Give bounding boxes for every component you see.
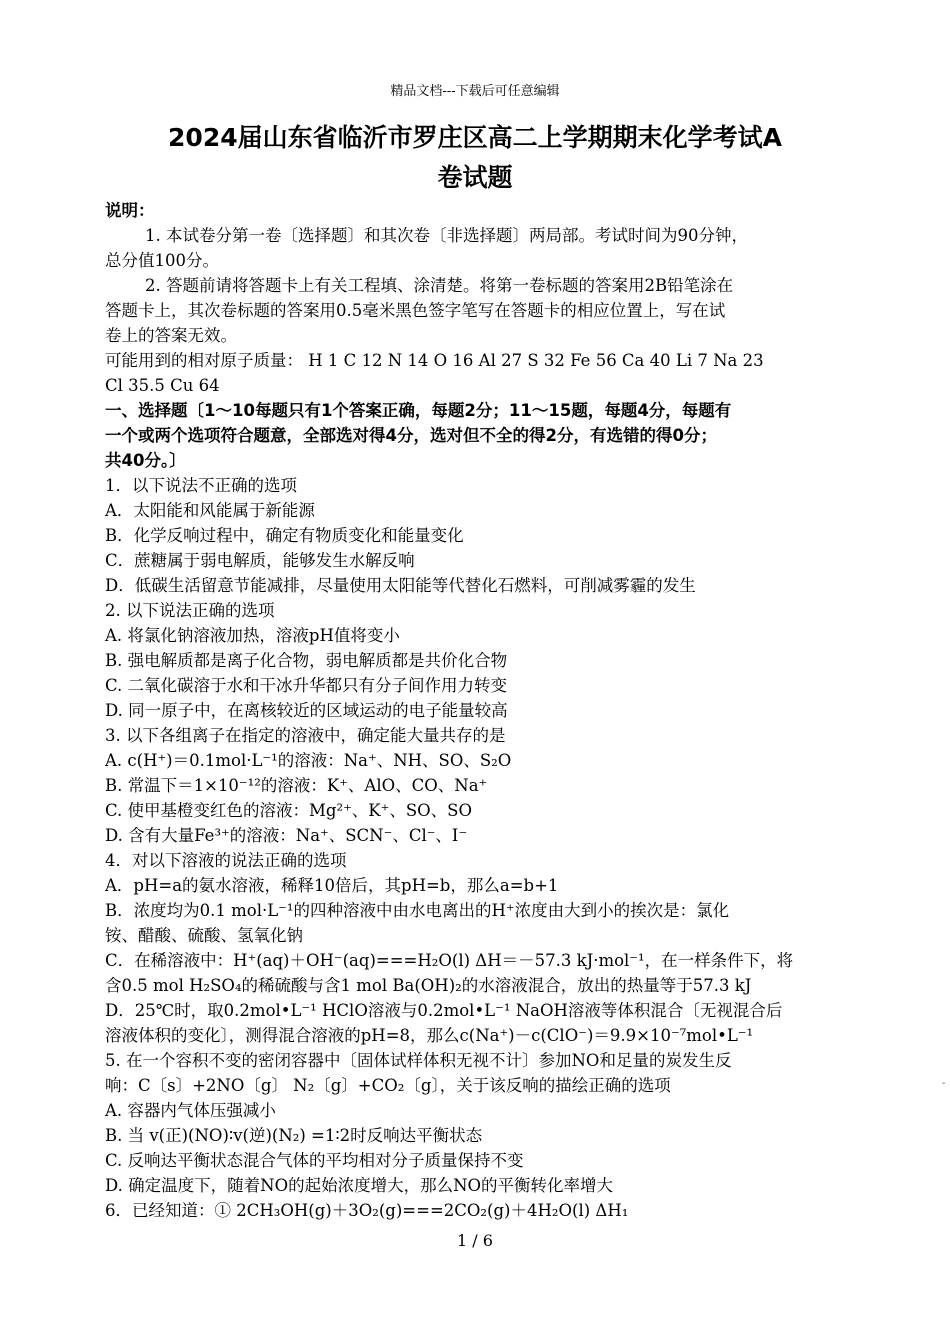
text-line: 2. 答题前请将答题卡上有关工程填、涂清楚。将第一卷标题的答案用2B铅笔涂在 [145,276,734,295]
text-line: 答题卡上，其次卷标题的答案用0.5毫米黑色签字笔写在答题卡的相应位置上，写在试 [105,301,726,320]
text-line: B. 当 v(正)(NO)∶v(逆)(N₂) =1∶2时反响达平衡状态 [105,1126,483,1145]
text-line: D. 同一原子中，在离核较近的区域运动的电子能量较高 [105,701,508,720]
text-line: 含0.5 mol H₂SO₄的稀硫酸与含1 mol Ba(OH)₂的水溶液混合，放出的热量等于57.3 kJ [105,976,752,995]
page-number: 1 / 6 [457,1231,493,1250]
text-line: 说明： [105,201,155,220]
document-title [90,118,860,198]
text-line: C. 反响达平衡状态混合气体的平均相对分子质量保持不变 [105,1151,524,1170]
text-line: 一个或两个选项符合题意，全部选对得4分，选对但不全的得2分，有选错的得0分； [105,426,717,445]
text-line: B. 常温下＝1×10⁻¹²的溶液：K⁺、AlO、CO、Na⁺ [105,776,488,795]
text-line: 3. 以下各组离子在指定的溶液中，确定能大量共存的是 [105,726,506,745]
text-line: C．蔗糖属于弱电解质，能够发生水解反响 [105,551,415,570]
text-line: C. 使甲基橙变红色的溶液：Mg²⁺、K⁺、SO、SO [105,801,473,820]
text-line: A. 将氯化钠溶液加热，溶液pH值将变小 [105,626,400,645]
text-line: D. 含有大量Fe³⁺的溶液：Na⁺、SCN⁻、Cl⁻、I⁻ [105,826,468,845]
text-line: 总分值100分。 [105,251,219,270]
text-line: D．低碳生活留意节能减排，尽量使用太阳能等代替化石燃料，可削减雾霾的发生 [105,576,696,595]
text-line: A. 容器内气体压强减小 [105,1101,276,1120]
text-line: A．太阳能和风能属于新能源 [105,501,315,520]
text-line: C．在稀溶液中：H⁺(aq)＋OH⁻(aq)===H₂O(l) ΔH＝－57.3 kJ·mol⁻¹，在一样条件下，将 [105,951,794,970]
text-line: B．化学反响过程中，确定有物质变化和能量变化 [105,526,464,545]
text-line: 卷上的答案无效。 [105,326,237,345]
text-line: A．pH=a的氨水溶液，稀释10倍后，其pH=b，那么a=b+1 [105,876,559,895]
text-line: 一、选择题〔1～10每题只有1个答案正确，每题2分；11～15题，每题4分，每题有 [105,401,732,420]
text-line: 溶液体积的变化〕，测得混合溶液的pH=8，那么c(Na⁺)－c(ClO⁻)＝9.9×10⁻⁷mol•L⁻¹ [105,1026,754,1045]
page-header: 精品文档---下载后可任意编辑 [390,84,560,99]
text-line: 响：C〔s〕+2NO〔g〕 N₂〔g〕+CO₂〔g〕，关于该反响的描绘正确的选项 [105,1076,671,1095]
text-line: D. 确定温度下，随着NO的起始浓度增大，那么NO的平衡转化率增大 [105,1176,614,1195]
text-line: 共40分。〕 [105,451,186,470]
text-line: B. 强电解质都是离子化合物，弱电解质都是共价化合物 [105,651,508,670]
text-line: 1. 本试卷分第一卷〔选择题〕和其次卷〔非选择题〕两局部。考试时间为90分钟， [145,226,748,245]
text-line: 2. 以下说法正确的选项 [105,601,275,620]
text-line: Cl 35.5 Cu 64 [105,376,220,395]
text-line: 4．对以下溶液的说法正确的选项 [105,851,347,870]
title-line-2: 卷试题 [437,163,513,192]
text-line: A. c(H⁺)＝0.1mol·L⁻¹的溶液：Na⁺、NH、SO、S₂O [105,751,512,770]
text-line: B．浓度均为0.1 mol·L⁻¹的四种溶液中由水电离出的H⁺浓度由大到小的挨次是：氯化 [105,901,730,920]
text-line: 铵、醋酸、硫酸、氢氧化钠 [105,926,303,945]
text-line: 6．已经知道：① 2CH₃OH(g)＋3O₂(g)===2CO₂(g)＋4H₂O(l) ΔH₁ [105,1201,629,1220]
margin-mark: - [942,1078,946,1089]
document-body [105,198,850,1223]
text-line: 1．以下说法不正确的选项 [105,476,297,495]
title-line-1: 2024届山东省临沂市罗庄区高二上学期期末化学考试A [168,123,782,152]
text-line: D．25℃时，取0.2mol•L⁻¹ HClO溶液与0.2mol•L⁻¹ NaOH溶液等体积混合〔无视混合后 [105,1001,783,1020]
text-line: 可能用到的相对原子质量： H 1 C 12 N 14 O 16 Al 27 S 32 Fe 56 Ca 40 Li 7 Na 23 [105,351,764,370]
text-line: C. 二氧化碳溶于水和干冰升华都只有分子间作用力转变 [105,676,508,695]
text-line: 5. 在一个容积不变的密闭容器中〔固体试样体积无视不计〕参加NO和足量的炭发生反 [105,1051,732,1070]
